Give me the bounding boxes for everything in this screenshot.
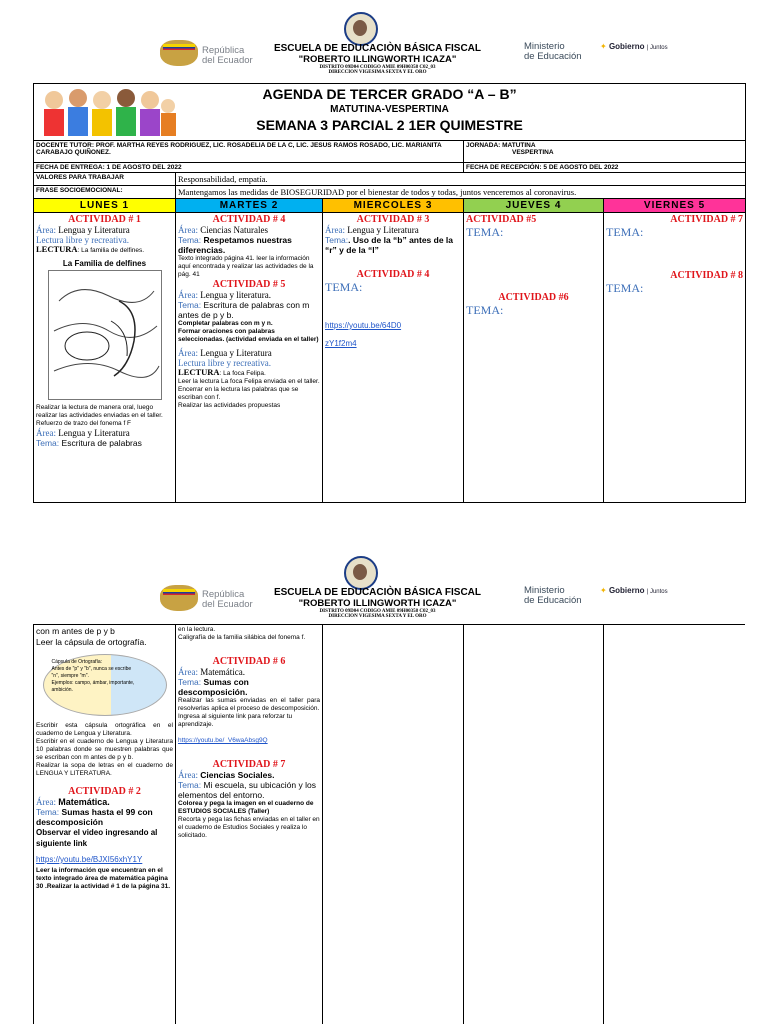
actividad-5: ACTIVIDAD # 5 [212, 279, 286, 290]
lunes-instruccion-1: Realizar la lectura de manera oral, luego realizar las actividades enviadas en el taller. [36, 404, 163, 419]
actividad-7: ACTIVIDAD # 7 [212, 759, 286, 770]
actividad-4: ACTIVIDAD # 4 [356, 269, 430, 280]
republica-logo-text [202, 46, 253, 66]
republica-line1: República [202, 45, 245, 56]
tema-key: Tema: [178, 300, 202, 310]
martes-instruccion-1: Texto integrado página 41. leer la información aquí encontrada y realizar las actividades de la pág. 41 [178, 255, 314, 278]
ministerio-line1: Ministerio [524, 41, 565, 52]
martes-cont-5: Colorea y pega la imagen en el cuaderno de ESTUDIOS SOCIALES (Taller) [178, 800, 314, 815]
lunes-cont-3: Escribir esta cápsula ortográfica en el cuaderno de Lengua y Literatura. [36, 722, 173, 737]
tema-value: Escritura de palabras con m antes de p y b. [178, 300, 310, 320]
miercoles-cell [323, 213, 464, 503]
dolphin-image-title: La Familia de delfines [62, 259, 147, 268]
martes-cont-3: Realizar las sumas enviadas en el taller para resolverlas aplica el proceso de descomposición. [178, 697, 320, 712]
area-key: Área: [36, 225, 56, 235]
agenda-title: AGENDA DE TERCER GRADO “A – B” [262, 86, 517, 102]
lectura-libre: Lectura libre y recreativa. [178, 358, 271, 368]
day-miercoles: MIERCOLES 3 [323, 199, 464, 213]
school-seal [344, 12, 378, 46]
capsula-title: Cápsula de Ortografía: [51, 659, 103, 665]
area-key: Área: [325, 225, 345, 235]
area-key: Área: [36, 797, 56, 807]
area-value: Lengua y Literatura [200, 348, 272, 358]
martes-cont-4: Ingresa al siguiente link para reforzar tu aprendizaje. [178, 713, 293, 728]
tema-key: Tema: [36, 807, 60, 817]
tema-key: Tema: [178, 235, 202, 245]
actividad-5: ACTIVIDAD #5 [466, 214, 537, 225]
tema-heading: TEMA: [466, 303, 504, 317]
martes-instruccion-2: Completar palabras con m y n. [178, 320, 273, 327]
actividad-8: ACTIVIDAD # 8 [670, 270, 744, 281]
tema-value: . Uso de la “b” antes de la “r” y de la “l” [325, 235, 454, 255]
frase-label: FRASE SOCIOEMOCIONAL: [34, 186, 176, 199]
martes-cell [176, 213, 323, 503]
juntos-label: Juntos [649, 589, 668, 595]
lectura-key: LECTURA [36, 244, 78, 254]
jornada-value: VESPERTINA [512, 149, 554, 156]
actividad-3: ACTIVIDAD # 3 [356, 214, 430, 225]
children-group-icon [38, 86, 178, 138]
lunes-cell [34, 213, 176, 503]
lunes-cont-5: Realizar la sopa de letras en el cuaderno de LENGUA Y LITERATURA. [36, 762, 173, 777]
ecuador-coat-of-arms [160, 585, 198, 611]
area-key: Área: [36, 428, 56, 438]
ministerio-line2: de Educación [524, 51, 582, 62]
school-seal [344, 556, 378, 590]
lunes-cell-cont [34, 625, 176, 1024]
lunes-cont-6: Observar el video ingresando al siguiente link [36, 828, 158, 848]
lectura-libre: Lectura libre y recreativa. [36, 235, 129, 245]
frase-value: Mantengamos las medidas de BIOSEGURIDAD por el bienestar de todos y todas, juntos venceremos al coronavirus. [176, 186, 746, 199]
youtube-link[interactable]: https://youtu.be/64D0zY1f2m4 [325, 321, 402, 348]
actividad-4: ACTIVIDAD # 4 [212, 214, 286, 225]
school-name: "ROBERTO ILLINGWORTH ICAZA" [298, 54, 457, 65]
children-illustration [38, 86, 178, 138]
gobierno-logo: ✦ Gobierno | Juntos [600, 586, 668, 595]
actividad-1: ACTIVIDAD # 1 [68, 214, 141, 225]
jornada-label: JORNADA: MATUTINA [466, 142, 536, 149]
republica-line2: del Ecuador [202, 599, 253, 610]
viernes-cell-cont [604, 625, 746, 1024]
day-headers [34, 199, 746, 213]
youtube-link[interactable]: https://youtu.be/BJXI56xhY1Y [36, 855, 143, 864]
tema-key: Tema: [178, 780, 202, 790]
lunes-cont-2: Leer la cápsula de ortografía. [36, 637, 147, 647]
area-value: Matemática. [58, 797, 110, 807]
capsula-line: "n", siempre "m". [51, 673, 89, 679]
entrega-cell [34, 163, 464, 173]
agenda-week: SEMANA 3 PARCIAL 2 1ER QUIMESTRE [256, 117, 523, 133]
agenda-shift: MATUTINA-VESPERTINA [330, 104, 449, 115]
day-viernes: VIERNES 5 [604, 199, 746, 213]
gobierno-label: Gobierno [608, 586, 645, 595]
lunes-cont-4: Escribir en el cuaderno de Lengua y Literatura 10 palabras donde se muestren palabras que se escriban con m antes de p y b. [36, 738, 173, 761]
school-name: "ROBERTO ILLINGWORTH ICAZA" [298, 598, 457, 609]
day-jueves: JUEVES 4 [464, 199, 604, 213]
area-value: Lengua y Literatura [347, 225, 419, 235]
martes-instruccion-6: Realizar las actividades propuestas [178, 402, 281, 409]
capsula-line: Antes de "p" y "b", nunca se escribe [51, 666, 132, 672]
area-key: Área: [178, 348, 198, 358]
school-header [270, 587, 485, 619]
school-address: DIRECCION VIGESIMA SEXTA Y EL ORO [328, 614, 427, 619]
fecha-recepcion: FECHA DE RECEPCIÓN: 5 DE AGOSTO DEL 2022 [466, 164, 619, 171]
gobierno-mark-icon: ✦ [600, 42, 607, 51]
school-header [270, 43, 485, 75]
jornada-cell [464, 141, 746, 163]
martes-cont-6: Recorta y pega las fichas enviadas en el taller en el cuaderno de Estudios Sociales y realiza lo solicitado. [178, 816, 320, 839]
miercoles-cell-cont [323, 625, 464, 1024]
area-key: Área: [178, 290, 198, 300]
area-value: Matemática. [200, 667, 245, 677]
ministerio-logo [524, 42, 582, 62]
republica-line2: del Ecuador [202, 55, 253, 66]
lunes-instruccion-2: Refuerzo de trazo del fonema f F [36, 420, 132, 427]
martes-cont-2: Caligrafía de la familia silábica del fonema f. [178, 634, 306, 641]
gobierno-mark-icon: ✦ [600, 586, 607, 595]
ministerio-line2: de Educación [524, 595, 582, 606]
juntos-label: Juntos [649, 45, 668, 51]
tema-key: Tema: [178, 677, 202, 687]
lunes-cont-1: con m antes de p y b [36, 626, 115, 636]
tema-value: Respetamos nuestras diferencias. [178, 235, 292, 255]
viernes-cell [604, 213, 746, 503]
day-lunes: LUNES 1 [34, 199, 176, 213]
valores-label: VALORES PARA TRABAJAR [34, 173, 176, 186]
martes-instruccion-5: Encerrar en la lectura las palabras que se escriban con f. [178, 386, 299, 401]
tema-key: Tema: [325, 235, 349, 245]
docente-cell [34, 141, 464, 163]
actividad-6: ACTIVIDAD # 6 [212, 656, 286, 667]
actividad-6: ACTIVIDAD #6 [498, 292, 569, 303]
district-code: DISTRITO 09D04 CODIGO AMIE 09H00358 C02_03 [319, 65, 436, 70]
actividad-7: ACTIVIDAD # 7 [670, 214, 744, 225]
republica-logo-text [202, 590, 253, 610]
school-address: DIRECCION VIGESIMA SEXTA Y EL ORO [328, 70, 427, 75]
area-value: Lengua y Literatura [58, 225, 130, 235]
valores-value: Responsabilidad, empatía. [176, 173, 746, 186]
gobierno-logo: ✦ Gobierno | Juntos [600, 42, 668, 51]
agenda-page-2 [33, 624, 745, 1024]
area-value: Lengua y Literatura [58, 428, 130, 438]
lunes-cont-7: Leer la información que encuentran en el texto integrado área de matemática página 30 .Realizar la actividad # 1 de la página 31. [36, 867, 171, 890]
martes-instruccion-4: Leer la lectura La foca Felipa enviada en el taller. [178, 378, 320, 385]
tema-value: Sumas hasta el 99 con descomposición [36, 807, 153, 827]
capsula-ortografia-image [43, 654, 167, 716]
jueves-cell [464, 213, 604, 503]
tema-key: Tema: [36, 438, 60, 448]
ecuador-coat-of-arms [160, 40, 198, 66]
tema-value: Mi escuela, su ubicación y los elementos del entorno. [178, 780, 316, 800]
area-key: Área: [178, 225, 198, 235]
capsula-line: ambición. [51, 687, 73, 693]
gobierno-label: Gobierno [608, 42, 645, 51]
youtube-link[interactable]: https://youtu.be/_V6waAbsg9Q [178, 737, 268, 744]
tema-heading: TEMA: [606, 281, 644, 295]
lectura-value: : La foca Felipa. [219, 370, 266, 377]
school-type: ESCUELA DE EDUCACIÒN BÁSICA FISCAL [273, 43, 482, 54]
lectura-value: : La familia de delfines. [77, 247, 145, 254]
dolphin-icon [49, 271, 161, 399]
recepcion-cell [464, 163, 746, 173]
martes-cont-1: en la lectura. [178, 626, 216, 633]
tema-heading: TEMA: [325, 280, 363, 294]
day-martes: MARTES 2 [176, 199, 323, 213]
district-code: DISTRITO 09D04 CODIGO AMIE 09H00358 C02_03 [319, 609, 436, 614]
area-value: Ciencias Sociales. [200, 770, 275, 780]
agenda-page-1 [33, 83, 745, 503]
dolphin-coloring-image [48, 270, 162, 400]
ministerio-logo [524, 586, 582, 606]
tema-value: Sumas con descomposición. [178, 677, 249, 697]
area-key: Área: [178, 667, 198, 677]
fecha-entrega: FECHA DE ENTREGA: 1 DE AGOSTO DEL 2022 [36, 164, 182, 171]
ministerio-line1: Ministerio [524, 585, 565, 596]
capsula-line: Ejemplos: campo, ámbar, importante, [51, 680, 135, 686]
martes-instruccion-3: Formar oraciones con palabras seleccionadas. (actividad enviada en el taller) [178, 328, 319, 343]
martes-cell-cont [176, 625, 323, 1024]
actividad-2: ACTIVIDAD # 2 [68, 786, 141, 797]
tema-value: Escritura de palabras [61, 438, 142, 448]
docente-text: DOCENTE TUTOR: PROF. MARTHA REYES RODRIGUEZ, LIC. ROSADELIA DE LA C, LIC. JESUS RAMOS ROSADO, LIC. MARIANITA CARABAJO QUIÑONEZ. [36, 142, 442, 156]
school-type: ESCUELA DE EDUCACIÒN BÁSICA FISCAL [273, 587, 482, 598]
area-key: Área: [178, 770, 198, 780]
area-value: Ciencias Naturales [200, 225, 268, 235]
republica-line1: República [202, 589, 245, 600]
lectura-key: LECTURA [178, 367, 220, 377]
jueves-cell-cont [464, 625, 604, 1024]
area-value: Lengua y literatura. [200, 290, 271, 300]
tema-heading: TEMA: [606, 225, 644, 239]
tema-heading: TEMA: [466, 225, 504, 239]
